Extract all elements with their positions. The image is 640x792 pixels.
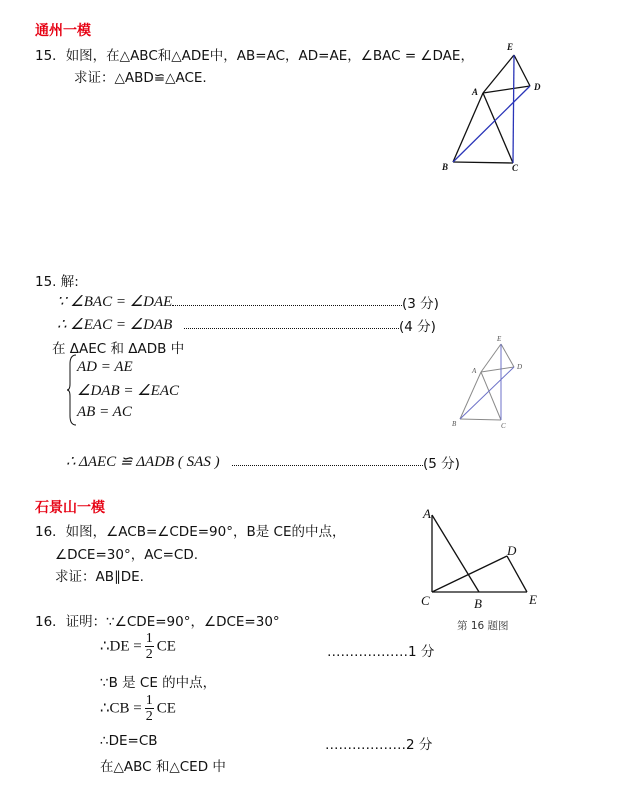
fig2-label-e: E [497,335,502,343]
fig1-label-b: B [442,162,449,172]
proof-16-line3: ∵B 是 CE 的中点， [100,675,217,691]
conclusion-expression: ∴ ΔAEC ≌ ΔADB ( SAS ) [66,454,220,470]
fig3-label-c: C [421,593,430,608]
proof-16-line5: ∴DE=CB [100,733,158,749]
step1-expression: ∵ ∠BAC = ∠DAE [57,294,173,310]
fraction-denominator-2: 2 [145,709,153,724]
step2-score: (4 分) [399,319,436,335]
system-eq1: AD = AE [77,359,133,375]
step2-expression: ∴ ∠EAC = ∠DAB [57,317,173,333]
figure-16-triangles [415,500,555,640]
step1-leader-dots [172,292,402,306]
fig3-label-d: D [507,543,517,558]
fig3-label-b: B [474,596,482,611]
problem-16-line2: ∠DCE=30°，AC=CD. [55,547,199,563]
proof-16-line6: 在△ABC 和△CED 中 [100,759,226,775]
solution-15-conclusion [66,452,220,471]
line2-prefix: ∴DE = [100,638,142,655]
problem-15-statement: 如图，在△ABC和△ADE中，AB=AC，AD=AE，∠BAC = ∠DAE， [65,48,474,64]
system-brace [67,354,77,426]
figure-16-caption: 第 16 题图 [457,620,509,632]
fig3-label-e: E [529,592,537,607]
fig2-label-a: A [472,367,477,375]
figure-15-solution-triangles [448,330,528,430]
fraction-one-half [145,631,154,662]
solution-15-step3: 在 ΔAEC 和 ΔADB 中 [52,341,185,357]
fig1-label-a: A [472,87,479,97]
section-title-tongzhou: 通州一模 [35,23,91,39]
line4-prefix: ∴CB = [100,700,142,717]
system-eq3: AB = AC [77,404,132,420]
fig1-label-c: C [512,163,519,173]
fraction-one-half-2 [145,693,154,724]
proof-16-line2 [100,631,176,662]
fraction-denominator: 2 [145,647,153,662]
problem-15-line1 [35,44,474,64]
proof-16-score1: ………………1 分 [327,644,435,660]
conclusion-leader-dots [232,452,423,466]
solution-15-step2 [57,315,172,334]
problem-16-line1: 16．如图，∠ACB=∠CDE=90°，B是 CE的中点， [35,524,346,540]
solution-15-heading: 15. 解: [35,274,79,290]
line2-suffix: CE [156,638,176,655]
line4-suffix: CE [156,700,176,717]
step1-score: (3 分) [402,296,439,312]
proof-16-line1: 16．证明：∵∠CDE=90°，∠DCE=30° [35,614,280,630]
proof-16-score2: ………………2 分 [325,737,433,753]
section-title-shijingshan: 石景山一模 [35,500,105,516]
fig1-label-d: D [534,82,541,92]
fraction-numerator-2: 1 [145,693,153,708]
problem-15-number: 15． [35,48,66,64]
fig3-label-a: A [423,506,431,521]
step2-leader-dots [184,315,399,329]
figure-15-triangles [430,38,550,178]
fraction-numerator: 1 [145,631,153,646]
fig2-label-b: B [452,420,457,428]
problem-15-line2: 求证：△ABD≌△ACE. [74,70,207,86]
fig2-label-d: D [517,363,523,371]
solution-15-step1 [57,292,172,311]
proof-16-line4 [100,693,176,724]
fig2-label-c: C [501,422,506,430]
system-eq2: ∠DAB = ∠EAC [77,383,180,399]
conclusion-score: (5 分) [423,456,460,472]
problem-16-line3: 求证：AB∥DE. [55,569,144,585]
fig1-label-e: E [507,42,514,52]
